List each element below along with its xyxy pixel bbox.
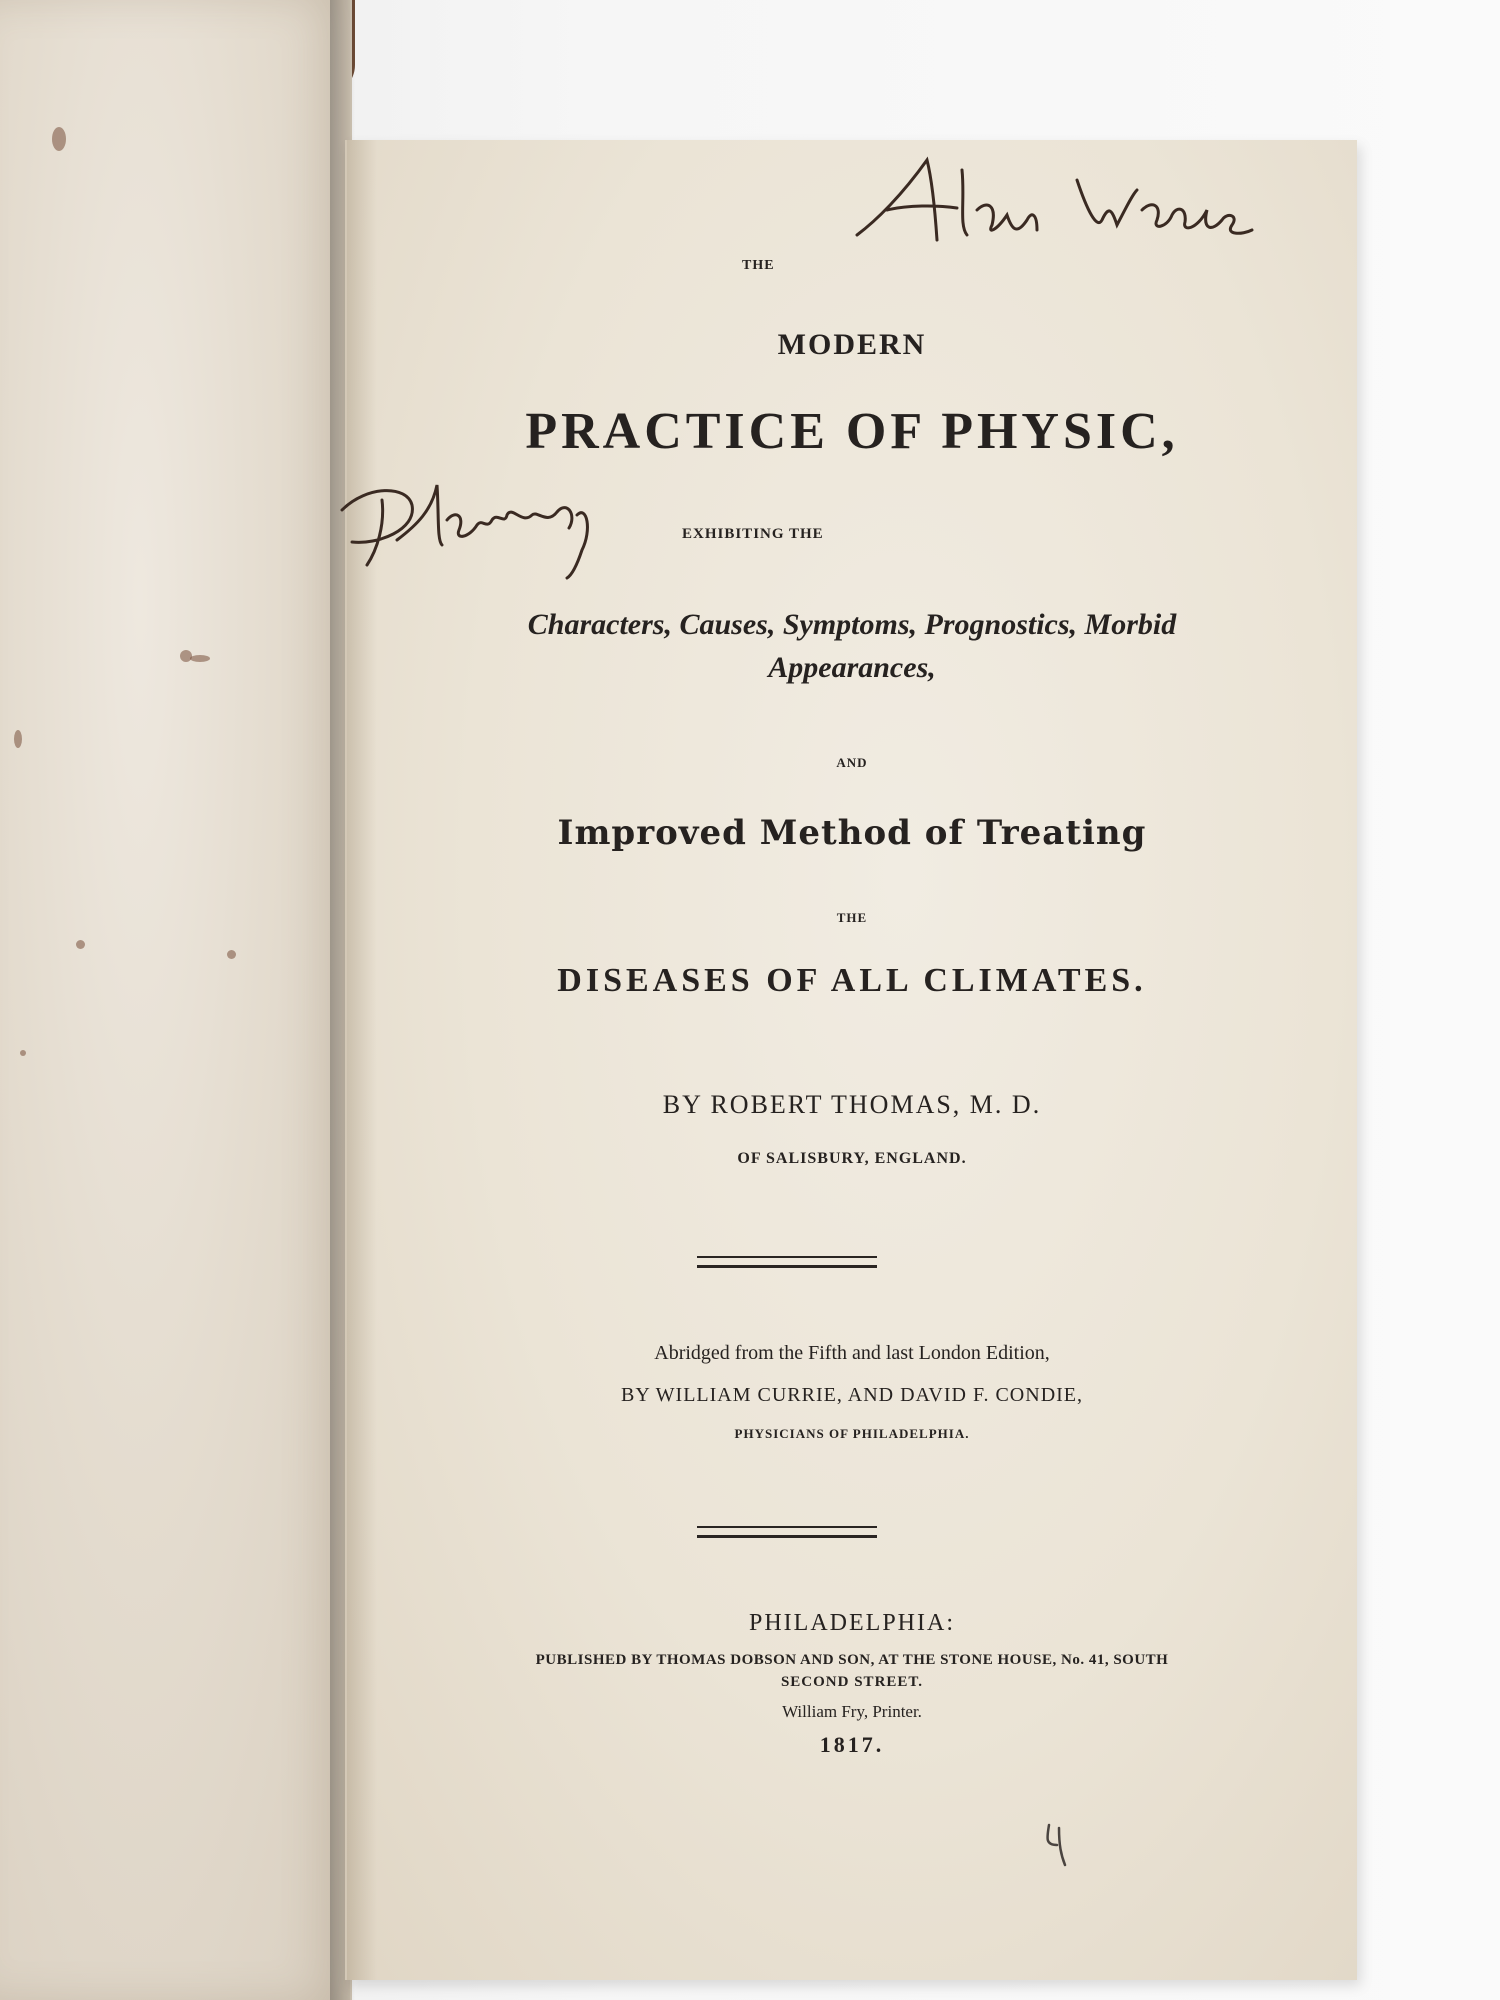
title-page — [345, 140, 1357, 1980]
foxing-spot — [52, 127, 66, 151]
imprint-publisher: PUBLISHED BY THOMAS DOBSON AND SON, AT THE STONE HOUSE, No. 41, SOUTH — [535, 1652, 1169, 1668]
pencil-mark-bottom — [1037, 1820, 1077, 1870]
foxing-spot — [190, 655, 210, 662]
decorative-rule — [697, 1526, 877, 1538]
the-line: THE — [836, 910, 868, 925]
subtitle-line-1: Characters, Causes, Symptoms, Prognostics, Morbid — [527, 608, 1177, 641]
editors-line: BY WILLIAM CURRIE, AND DAVID F. CONDIE, — [620, 1384, 1084, 1406]
left-page — [0, 0, 352, 2000]
foxing-spot — [14, 730, 22, 748]
exhibiting-line: EXHIBITING THE — [682, 526, 824, 542]
imprint-printer: William Fry, Printer. — [782, 1702, 922, 1721]
imprint-publisher-line-2: SECOND STREET. — [780, 1674, 924, 1690]
foxing-spot — [76, 940, 85, 949]
abridged-line: Abridged from the Fifth and last London Edition, — [654, 1342, 1050, 1364]
decorative-rule — [697, 1256, 877, 1268]
foxing-spot — [20, 1050, 26, 1056]
subtitle-line-2: Appearances, — [768, 651, 936, 684]
blackletter-line: Improved Method of Treating — [557, 813, 1147, 853]
title-the: THE — [742, 258, 775, 273]
signature-top — [847, 150, 1267, 270]
author-place: OF SALISBURY, ENGLAND. — [737, 1150, 967, 1167]
foxing-spot — [227, 950, 236, 959]
imprint-city: PHILADELPHIA: — [749, 1610, 955, 1636]
main-title: PRACTICE OF PHYSIC, — [525, 403, 1179, 460]
author-line: BY ROBERT THOMAS, M. D. — [662, 1090, 1042, 1119]
editors-title: PHYSICIANS OF PHILADELPHIA. — [734, 1426, 970, 1441]
signature-left — [337, 470, 637, 580]
title-modern: MODERN — [777, 328, 927, 361]
diseases-title: DISEASES OF ALL CLIMATES. — [557, 962, 1147, 999]
and-line: AND — [836, 755, 868, 770]
imprint-year: 1817. — [819, 1732, 885, 1757]
